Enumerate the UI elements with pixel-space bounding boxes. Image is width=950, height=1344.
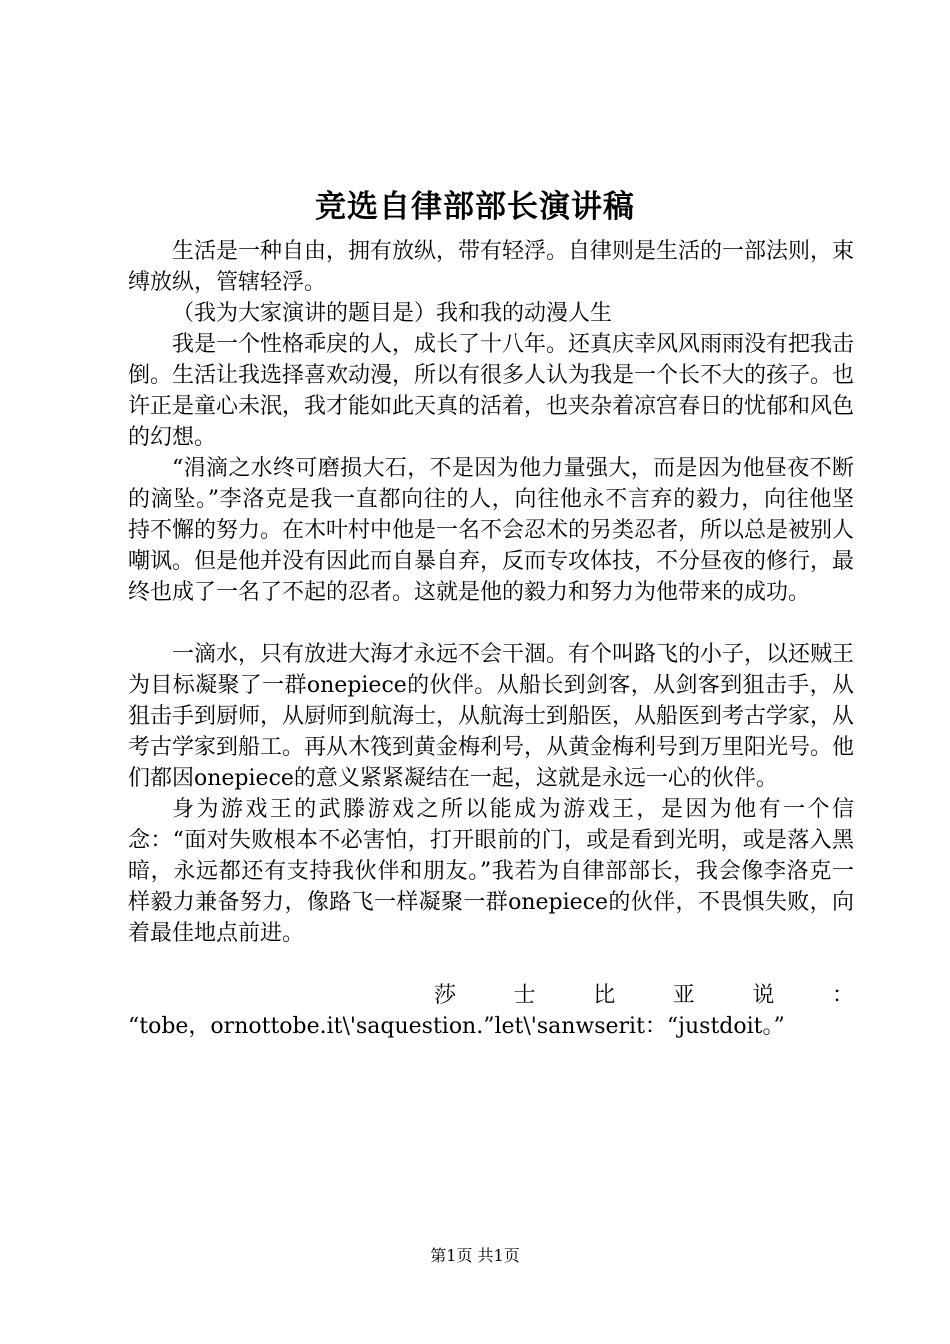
paragraph-topic: （我为大家演讲的题目是）我和我的动漫人生: [172, 301, 613, 326]
paragraph-luffy: 一滴水，只有放进大海才永远不会干涸。有个叫路飞的小子，以还贼王为目标凝聚了一群onepiece的伙伴。从船长到剑客，从剑客到狙击手，从狙击手到厨师，从厨师到航海士，从航海士到船医，从船医到考古学家，从考古学家到船工。再从木筏到黄金梅利号，从黄金梅利号到万里阳光号。他们都因onepiece的意义紧紧凝结在一起，这就是永远一心的伙伴。: [128, 642, 855, 791]
paragraph-yugioh: 身为游戏王的武滕游戏之所以能成为游戏王，是因为他有一个信念：“面对失败根本不必害怕，打开眼前的门，或是看到光明，或是落入黑暗，永远都还有支持我伙伴和朋友。”我若为自律部部长，我会像李洛克一样毅力兼备努力，像路飞一样凝聚一群onepiece的伙伴，不畏惧失败，向着最佳地点前进。: [128, 797, 854, 946]
page-footer: 第1页 共1页: [430, 1246, 520, 1265]
paragraph-intro: 生活是一种自由，拥有放纵，带有轻浮。自律则是生活的一部法则，束缚放纵，管辖轻浮。: [128, 239, 855, 295]
paragraph-rock-lee: “涓滴之水终可磨损大石，不是因为他力量强大，而是因为他昼夜不断的滴坠。”李洛克是我一直都向往的人，向往他永不言弃的毅力，向往他坚持不懈的努力。在木叶村中他是一名不会忍术的另类忍者，所以总是被别人嘲讽。但是他并没有因此而自暴自弃，反而专攻体技，不分昼夜的修行，最终也成了一名了不起的忍者。这就是他的毅力和努力为他带来的成功。: [128, 456, 855, 605]
quote-text: “tobe，ornottobe.it\'saquestion.”let\'sanwserit：“justdoit。”: [128, 1014, 785, 1039]
quote-intro: 莎士比亚说：: [434, 983, 854, 1008]
document-title: 竞选自律部部长演讲稿: [315, 189, 635, 225]
document-body: [128, 236, 854, 1042]
paragraph-self: 我是一个性格乖戾的人，成长了十八年。还真庆幸风风雨雨没有把我击倒。生活让我选择喜欢动漫，所以有很多人认为我是一个长不大的孩子。也许正是童心未泯，我才能如此天真的活着，也夹杂着凉宫春日的忧郁和风色的幻想。: [128, 332, 855, 450]
paragraph-gap: [128, 608, 854, 639]
paragraph-gap: [128, 949, 854, 980]
